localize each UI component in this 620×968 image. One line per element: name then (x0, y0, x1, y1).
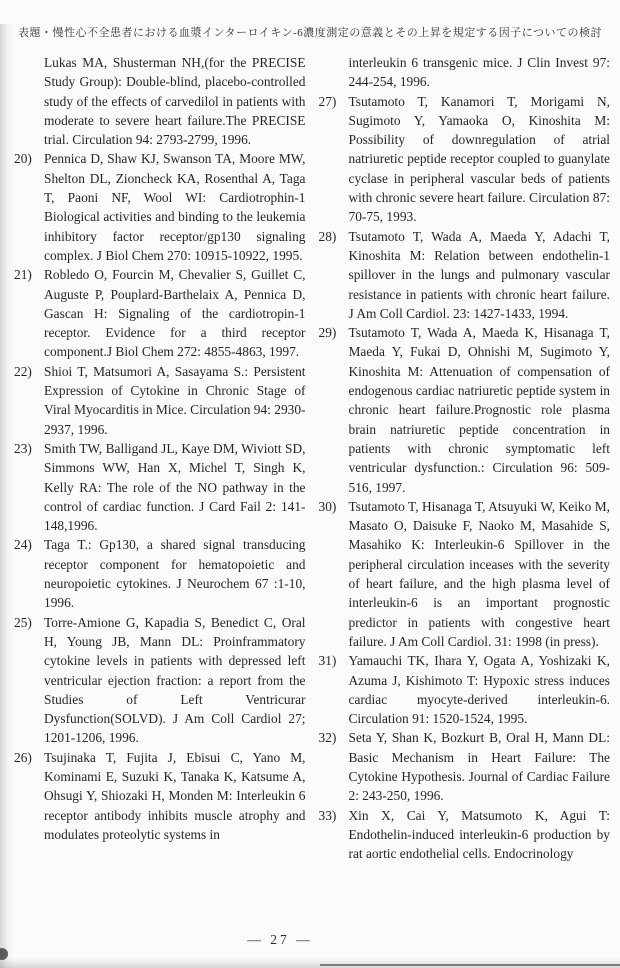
reference-text: Tsutamoto T, Wada A, Maeda K, Hisanaga T, Maeda Y, Fukai D, Ohnishi M, Sugimoto Y, Kinoshita M: Attenuation of compensation of endogenous cardiac natriuretic peptide system in chronic heart failure.Prognostic role plasma brain natriuretic peptide concentration in patients with chronic symptomatic left ventricular dysfunction.: Circulation 96: 509-516, 1997. (348, 325, 610, 495)
reference-number: 22) (14, 363, 32, 379)
reference-item-31 (319, 651, 611, 728)
scan-shadow-left (0, 24, 14, 968)
reference-number: 30) (318, 498, 337, 514)
reference-item-25 (14, 613, 306, 748)
reference-item-24 (14, 535, 306, 612)
reference-text: Taga T.: Gp130, a shared signal transducing receptor component for hematopoietic and neuropoietic cytokines. J Neurochem 67 :1-10, 1996. (44, 537, 306, 611)
reference-number: 31) (318, 653, 337, 669)
reference-number: 32) (318, 730, 337, 746)
reference-number: 23) (14, 440, 32, 456)
reference-text: Robledo O, Fourcin M, Chevalier S, Guillet C, Auguste P, Pouplard-Barthelaix A, Pennica D, Gascan H: Signaling of the cardiotropin-1 receptor. Evidence for a third receptor component.J Biol Chem 272: 4855-4863, 1997. (44, 267, 306, 360)
page-number: — 27 — (247, 932, 313, 947)
reference-number: 26) (14, 749, 32, 765)
reference-text: Tsutamoto T, Kanamori T, Morigami N, Sugimoto Y, Yamaoka O, Kinoshita M: Possibility of downregulation of atrial natriuretic peptide receptor coupled to guanylate cyclase in peripheral vascular beds of patients with chronic severe heart failure. Circulation 87: 70-75, 1993. (348, 93, 610, 225)
scanned-paper-page (0, 24, 620, 968)
references-column-right (319, 53, 611, 863)
reference-item-26-continued (319, 53, 611, 92)
reference-text: Tsutamoto T, Wada A, Maeda Y, Adachi T, Kinoshita M: Relation between endothelin-1 spillover in the lungs and pulmonary vascular resistance in patients with chronic heart failure. J Am Coll Cardiol. 23: 1427-1433, 1994. (348, 228, 610, 321)
reference-number: 24) (14, 537, 32, 553)
reference-text: Tsujinaka T, Fujita J, Ebisui C, Yano M, Kominami E, Suzuki K, Tanaka K, Katsume A, Ohsugi Y, Shiozaki H, Monden M: Interleukin 6 receptor antibody inhibits muscle atrophy and modulates proteolytic systems in (44, 749, 306, 842)
reference-item-27 (319, 92, 611, 227)
reference-text: Lukas MA, Shusterman NH,(for the PRECISE Study Group): Double-blind, placebo-controlled study of the effects of carvedilol in patients with moderate to severe heart failure.The PRECISE trial. Circulation 94: 2793-2799, 1996. (44, 55, 306, 148)
reference-text: Pennica D, Shaw KJ, Swanson TA, Moore MW, Shelton DL, Zioncheck KA, Rosenthal A, Taga T, Paoni NF, Wool WI: Cardiotrophin-1 Biological activities and binding to the leukemia inhibitory factor receptor/gp130 signaling complex. J Biol Chem 270: 10915-10922, 1995. (44, 151, 306, 263)
reference-number: 33) (318, 807, 337, 823)
scan-shadow-bottom (0, 958, 620, 968)
reference-number (14, 53, 44, 149)
reference-number: 20) (14, 151, 32, 167)
reference-item-19-continued (14, 53, 306, 149)
reference-item-22 (14, 362, 306, 439)
reference-number: 29) (318, 325, 337, 341)
reference-number: 27) (318, 93, 337, 109)
reference-item-23 (14, 439, 306, 535)
document-title: 表題・慢性心不全患者における血漿インターロイキン-6濃度測定の意義とその上昇を規定する因子についての検討 (17, 27, 603, 39)
reference-number (319, 53, 349, 92)
reference-text: Seta Y, Shan K, Bozkurt B, Oral H, Mann DL: Basic Mechanism in Heart Failure: The Cytokine Hypothesis. Journal of Cardiac Failure 2: 243-250, 1996. (348, 730, 610, 804)
reference-item-29 (319, 323, 611, 497)
reference-text: Smith TW, Balligand JL, Kaye DM, Wiviott SD, Simmons WW, Han X, Michel T, Singh K, Kelly RA: The role of the NO pathway in the control of cardiac function. J Card Fail 2: 141-148,1996. (44, 440, 306, 534)
reference-text: Torre-Amione G, Kapadia S, Benedict C, Oral H, Young JB, Mann DL: Proinframmatory cytokine levels in patients with depressed left ventricular ejection fraction: a report from the Studies of Left Ventricurar Dysfunction(SOLVD). J Am Coll Cardiol 27; 1201-1206, 1996. (44, 614, 306, 746)
reference-number: 21) (14, 267, 32, 283)
references-columns (14, 53, 610, 863)
scan-artifact-dot (0, 948, 8, 960)
reference-text: Shioi T, Matsumori A, Sasayama S.: Persistent Expression of Cytokine in Chronic Stage of Viral Myocarditis in Mice. Circulation 94: 2930-2937, 1996. (44, 363, 306, 437)
reference-item-32 (319, 728, 611, 805)
reference-item-33 (319, 806, 611, 864)
reference-item-21 (14, 265, 306, 361)
reference-text: Tsutamoto T, Hisanaga T, Atsuyuki W, Keiko M, Masato O, Daisuke F, Naoko M, Masahide S, Masahiko K: Interleukin-6 Spillover in the peripheral circulation inceases with the severity of heart failure, and the high plasma level of interleukin-6 is an important prognostic predictor in patients with congestive heart failure. J Am Coll Cardiol. 31: 1998 (in press). (348, 498, 610, 649)
reference-item-20 (14, 149, 306, 265)
reference-text: Xin X, Cai Y, Matsumoto K, Agui T: Endothelin-induced interleukin-6 production by rat aortic endothelial cells. Endocrinology (348, 807, 610, 862)
references-column-left (14, 53, 306, 863)
reference-item-26 (14, 748, 306, 844)
reference-item-28 (319, 227, 611, 323)
scan-artifact-line (320, 964, 620, 966)
reference-text: Yamauchi TK, Ihara Y, Ogata A, Yoshizaki K, Azuma J, Kishimoto T: Hypoxic stress induces cardiac myocyte-derived interleukin-6. Circulation 91: 1520-1524, 1995. (348, 653, 610, 727)
reference-number: 25) (14, 614, 32, 630)
reference-text: interleukin 6 transgenic mice. J Clin Invest 97: 244-254, 1996. (348, 55, 610, 90)
reference-item-30 (319, 497, 611, 651)
reference-number: 28) (318, 228, 337, 244)
